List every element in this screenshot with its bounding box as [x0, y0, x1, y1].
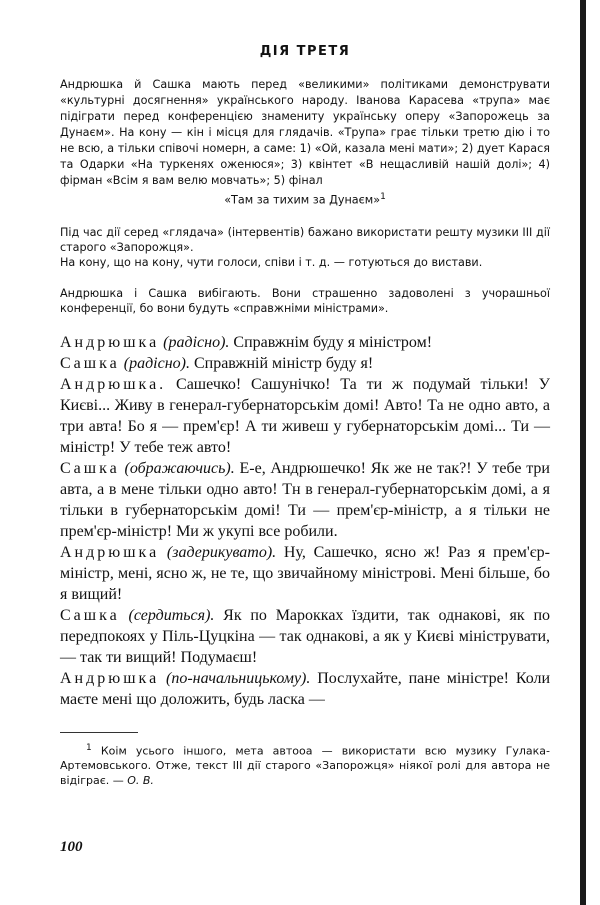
footnote-mark: 1 — [86, 742, 92, 753]
line-text: Як по Марокках їздити, так однакові, як по передпокоях у Піль-Цуцкіна — так однакові, а як у Києві мініструвати, — так ти вищий! Подумаєш! — [60, 606, 551, 666]
speaker: Андрюшка — [60, 333, 160, 351]
remark: (ображаючись). — [124, 459, 235, 477]
footnote-divider — [60, 732, 138, 733]
dialogue-line — [60, 668, 550, 710]
line-text: Е-е, Андрюшечко! Як же не так?! У тебе три авта, а в мене тільки одно авто! Тн в генерал-губернаторськім домі, а я тільки в губернаторськім домі! Ти — прем'єр-міністр, а я тільки не прем'єр-міністр! Ми ж укупі все робили. — [60, 459, 550, 540]
remark: (радісно). — [123, 354, 190, 372]
footnote-signature: О. В. — [127, 774, 154, 788]
speaker: Сашка — [60, 606, 120, 624]
speaker: Андрюшка — [60, 543, 160, 561]
intro-last-line-text: «Там за тихим за Дунаєм» — [224, 193, 381, 207]
line-text: Послухайте, пане міністре! Коли маєте мені що доложить, будь ласка — — [60, 669, 551, 708]
intro-paragraph: Андрюшка й Сашка мають перед «великими» політиками демонструвати «культурні досягнення» українського народу. Іванова Карасева «трупа» має підіграти перед конференцією знамениту українську оперу «Запорожець за Дунаєм». На кону — кін і місця для глядачів. «Трупа» грає тільки третю дію і то не всю, а тільки співочі номерн, а саме: 1) «Ой, казала мені мати»; 2) дует Карася та Одарки «На туркенях оженюся»; 3) квінтет «В нещасливій нашій долі»; 4) фірман «Всім я вам велю мовчать»; 5) фінал — [60, 78, 550, 187]
remark: (по-начальницькому). — [165, 669, 311, 687]
speaker: Сашка — [60, 459, 120, 477]
line-text: Ну, Сашечко, ясно ж! Раз я прем'єр-міністр, мені, ясно ж, не те, що звичайному міністрові. Мені більше, бо я вищий! — [60, 543, 550, 603]
footnote-reference: 1 — [380, 192, 386, 202]
stage-direction: Андрюшка і Сашка вибігають. Вони страшенно задоволені з учорашньої конференції, бо вони будуть «справжніми міністрами». — [60, 286, 550, 315]
intro-paragraph-last-line — [60, 189, 550, 209]
dialogue-line — [60, 605, 550, 668]
remark: (задерикувато). — [166, 543, 277, 561]
dialogue-line — [60, 374, 550, 458]
page-edge-shadow — [580, 0, 586, 905]
remark: (радісно). — [163, 333, 230, 351]
dialogue-line — [60, 458, 550, 542]
stage-note-block — [60, 225, 550, 270]
act-heading: ДІЯ ТРЕТЯ — [259, 44, 351, 59]
footnote-text: Коім усього іншого, мета автооа — використати всю музику Гулака-Артемовського. Отже, текст III дії старого «Запорожця» ніякої ролі для автора не відіграє. — — [60, 744, 550, 788]
speaker: Сашка — [60, 354, 120, 372]
stage-note-line: Під час дії серед «глядача» (інтервентів) бажано використати решту музики III дії старого «Запорожця». — [60, 225, 550, 254]
line-text: Справжнім буду я міністром! — [233, 333, 433, 351]
footnote — [60, 741, 550, 789]
remark: (сердиться). — [128, 606, 215, 624]
page-content — [60, 44, 550, 799]
stage-note-line: На кону, що на кону, чути голоси, співи і т. д. — готуються до вистави. — [60, 255, 483, 269]
speaker: Андрюшка — [60, 669, 160, 687]
dialogue-line — [60, 542, 550, 605]
dialogue-line — [60, 353, 550, 374]
dialogue-line — [60, 332, 550, 353]
line-text: Справжній міністр буду я! — [193, 354, 374, 372]
page-number: 100 — [60, 839, 83, 855]
speaker: Андрюшка. — [60, 375, 167, 393]
dialogue — [60, 332, 550, 710]
line-text: Сашечко! Сашунічко! Та ти ж подумай тільки! У Києві... Живу в генерал-губернаторськім домі! Авто! Та не одно авто, а три авта! Бо я — прем'єр! А ти живеш у губернаторськім домі... Ти — міністр! У тебе теж авто! — [60, 375, 550, 456]
